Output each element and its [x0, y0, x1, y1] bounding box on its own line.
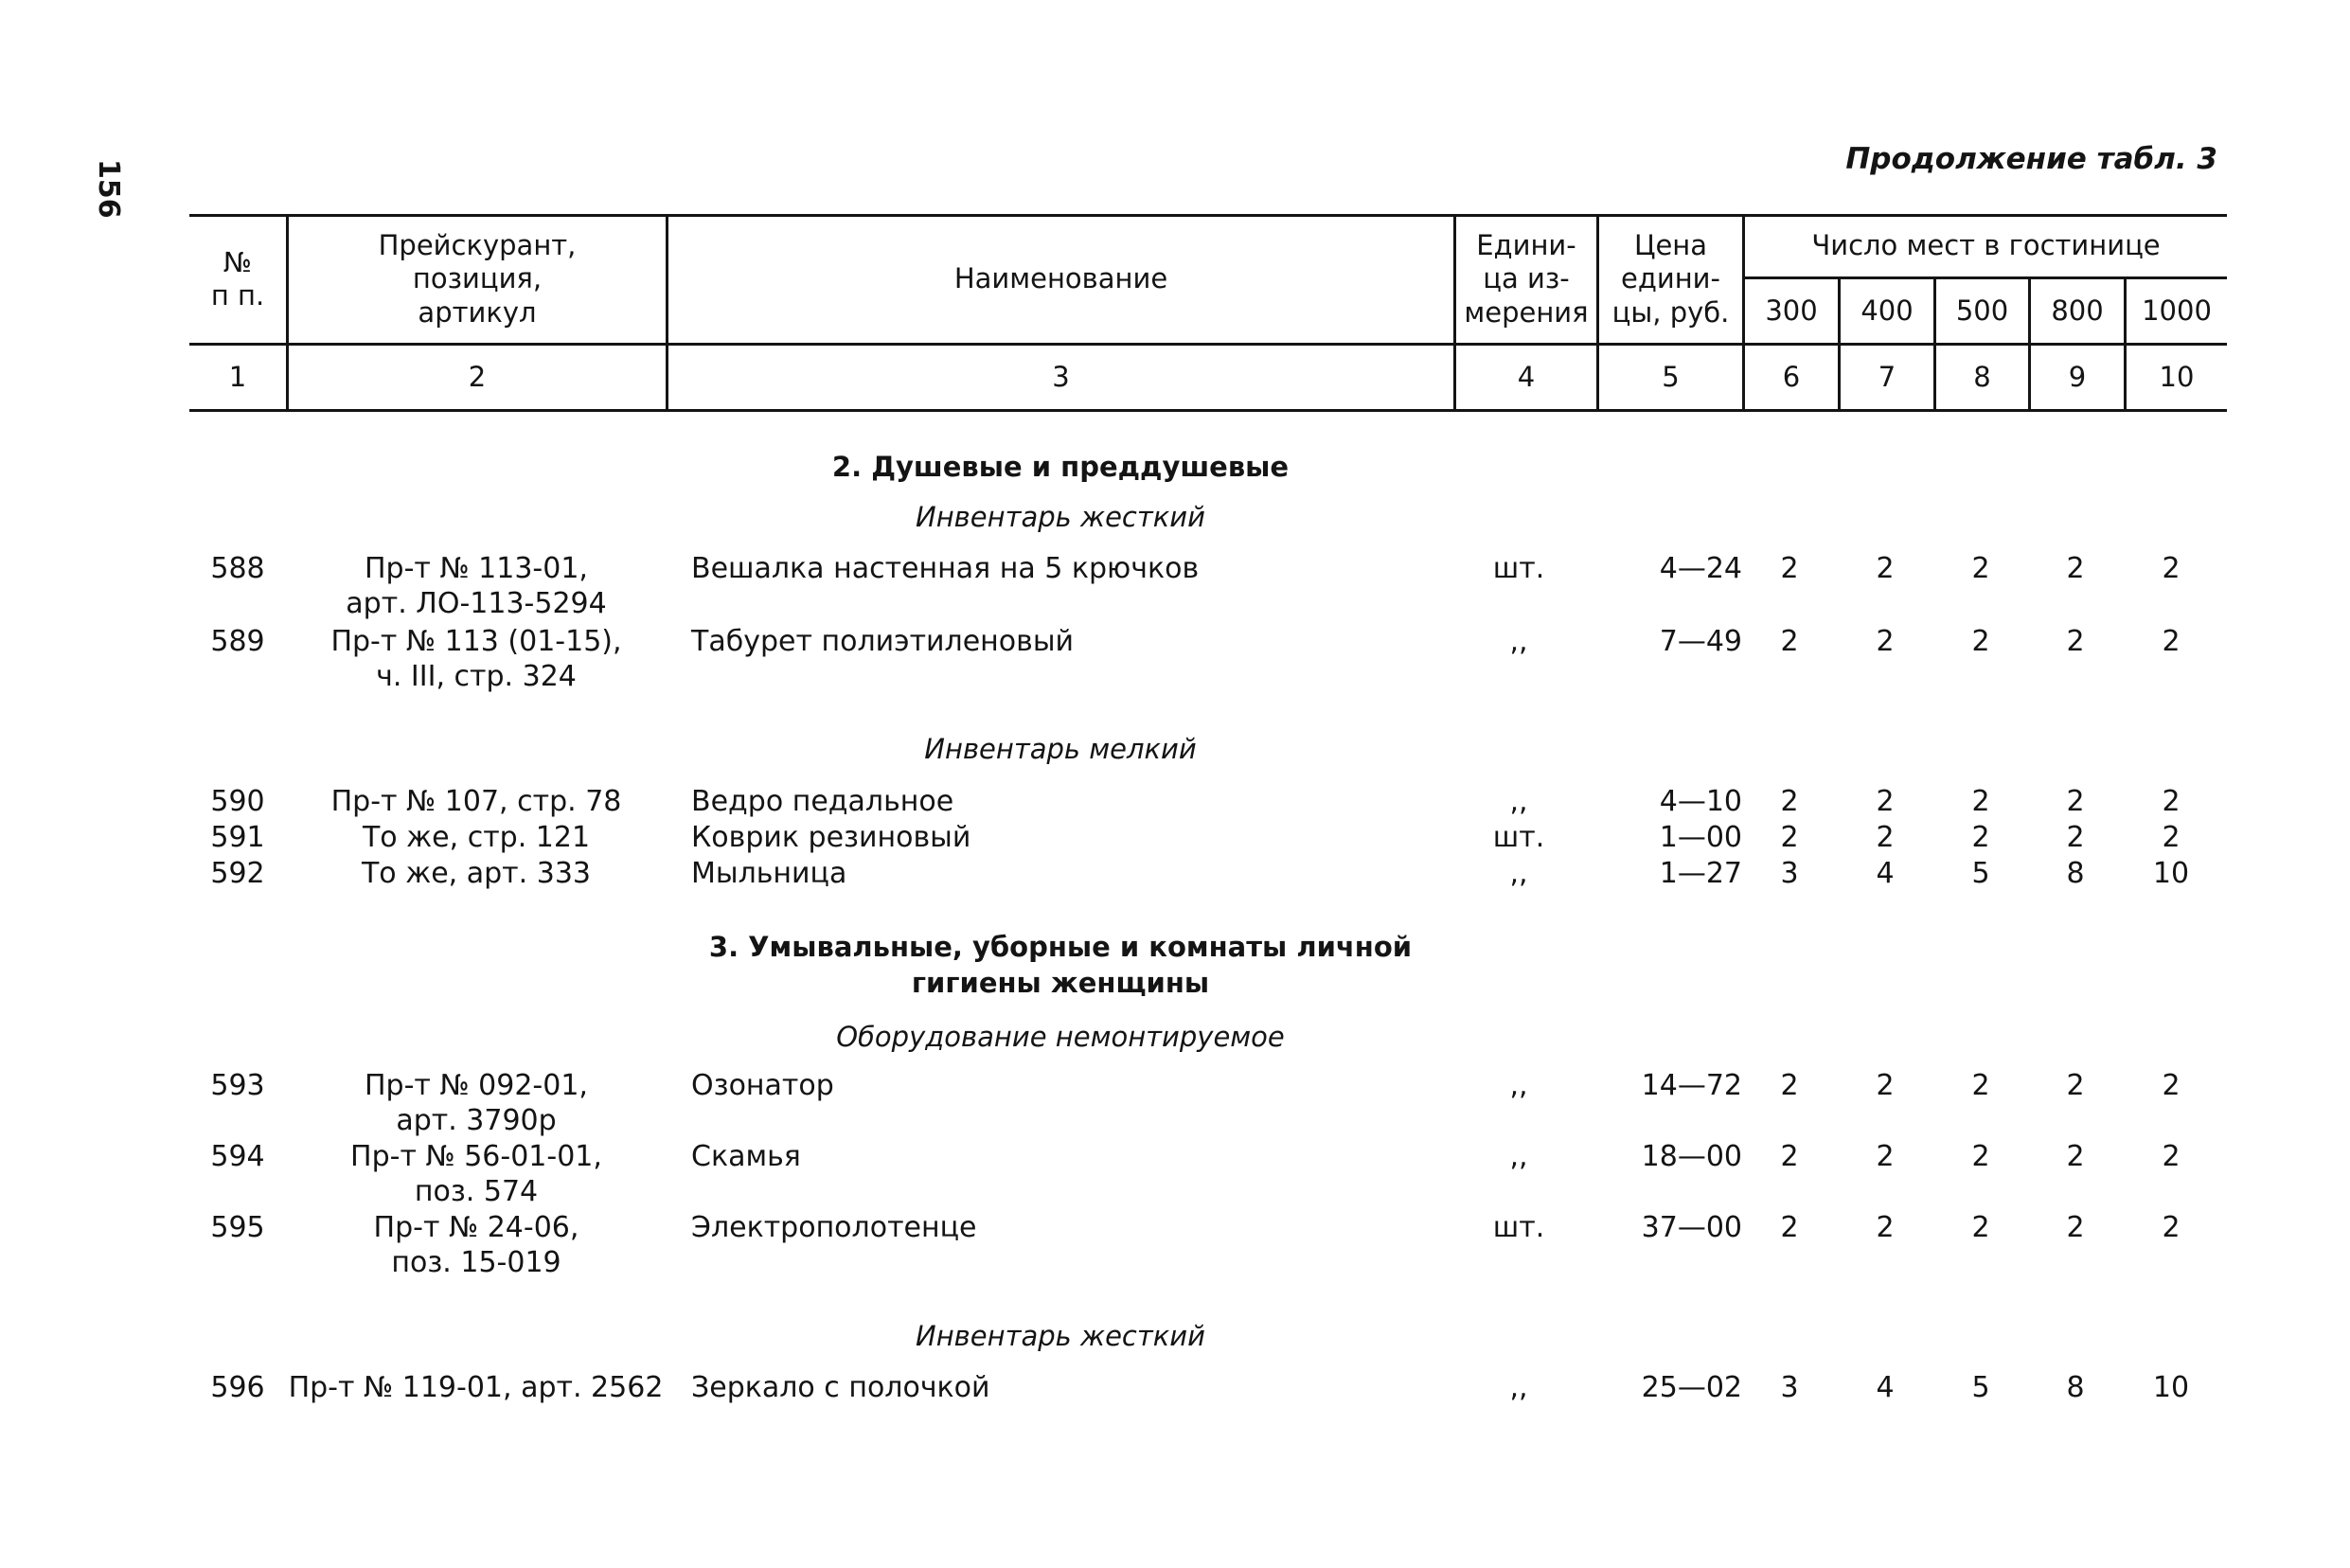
row-qty-500: 2	[1971, 1140, 1990, 1173]
row-qty-500: 2	[1971, 625, 1990, 658]
row-price: 37—00	[1641, 1211, 1742, 1244]
row-pricelist: Пр-т № 119-01, арт. 2562	[288, 1371, 664, 1404]
row-pricelist: То же, арт. 333	[361, 857, 591, 890]
row-number: 596	[210, 1371, 265, 1404]
table-row	[0, 551, 2350, 627]
row-qty-500: 5	[1971, 1371, 1990, 1404]
row-qty-300: 3	[1780, 1371, 1799, 1404]
row-name: Ведро педальное	[691, 785, 954, 818]
row-qty-400: 2	[1876, 1069, 1895, 1102]
row-name: Озонатор	[691, 1069, 834, 1102]
row-qty-300: 2	[1780, 625, 1799, 658]
row-pricelist: Пр-т № 24-06, поз. 15-019	[373, 1211, 579, 1279]
column-number: 10	[2159, 360, 2195, 393]
row-qty-300: 2	[1780, 1211, 1799, 1244]
row-qty-1000: 2	[2162, 785, 2181, 818]
row-number: 590	[210, 785, 265, 818]
row-qty-300: 2	[1780, 821, 1799, 854]
row-qty-400: 2	[1876, 1140, 1895, 1173]
row-price: 4—24	[1659, 552, 1742, 585]
row-name: Электрополотенце	[691, 1211, 977, 1244]
row-qty-800: 2	[2066, 821, 2085, 854]
row-number: 594	[210, 1140, 265, 1173]
row-qty-500: 2	[1971, 552, 1990, 585]
row-qty-500: 5	[1971, 857, 1990, 890]
row-qty-300: 2	[1780, 552, 1799, 585]
row-name: Зеркало с полочкой	[691, 1371, 990, 1404]
row-qty-1000: 2	[2162, 1069, 2181, 1102]
header-bottom-rule	[189, 409, 2227, 412]
row-name: Коврик резиновый	[691, 821, 971, 854]
row-qty-300: 2	[1780, 1140, 1799, 1173]
column-number: 3	[1052, 360, 1070, 393]
header-no: № п п.	[210, 245, 265, 312]
row-qty-400: 2	[1876, 552, 1895, 585]
row-qty-500: 2	[1971, 1069, 1990, 1102]
table-row	[0, 1139, 2350, 1215]
subsection-title: Инвентарь мелкий	[924, 733, 1197, 765]
header-capacity-800: 800	[2051, 294, 2104, 327]
row-qty-800: 2	[2066, 1140, 2085, 1173]
row-qty-800: 8	[2066, 1371, 2085, 1404]
row-price: 1—00	[1659, 821, 1742, 854]
column-number: 2	[468, 360, 487, 393]
row-qty-500: 2	[1971, 1211, 1990, 1244]
header-price: Цена едини- цы, руб.	[1611, 228, 1730, 329]
table-row	[0, 1068, 2350, 1144]
row-price: 18—00	[1641, 1140, 1742, 1173]
row-qty-1000: 10	[2152, 1371, 2190, 1404]
row-qty-300: 2	[1780, 1069, 1799, 1102]
row-qty-800: 2	[2066, 1211, 2085, 1244]
row-unit: шт.	[1492, 1211, 1545, 1244]
row-unit: шт.	[1492, 821, 1545, 854]
row-unit: ,,	[1509, 785, 1528, 818]
header-capacity-300: 300	[1765, 294, 1818, 327]
row-price: 25—02	[1641, 1371, 1742, 1404]
table-row	[0, 1370, 2350, 1446]
subsection-title: Инвентарь жесткий	[916, 1320, 1205, 1352]
row-qty-800: 2	[2066, 552, 2085, 585]
column-number: 8	[1973, 360, 1991, 393]
row-qty-400: 2	[1876, 625, 1895, 658]
row-unit: шт.	[1492, 552, 1545, 585]
row-pricelist: Пр-т № 113-01, арт. ЛО-113-5294	[346, 552, 607, 620]
column-number: 4	[1517, 360, 1536, 393]
row-qty-400: 4	[1876, 857, 1895, 890]
row-qty-1000: 2	[2162, 1211, 2181, 1244]
row-pricelist: Пр-т № 092-01, арт. 3790р	[365, 1069, 588, 1137]
row-qty-1000: 2	[2162, 625, 2181, 658]
page-number: 156	[92, 159, 125, 219]
row-pricelist: Пр-т № 56-01-01, поз. 574	[350, 1140, 602, 1208]
row-qty-300: 2	[1780, 785, 1799, 818]
row-unit: ,,	[1509, 857, 1528, 890]
row-pricelist: Пр-т № 107, стр. 78	[330, 785, 622, 818]
row-qty-400: 4	[1876, 1371, 1895, 1404]
row-number: 591	[210, 821, 265, 854]
row-name: Вешалка настенная на 5 крючков	[691, 552, 1200, 585]
row-price: 7—49	[1659, 625, 1742, 658]
row-price: 14—72	[1641, 1069, 1742, 1102]
table-continuation-label: Продолжение табл. 3	[1845, 142, 2217, 176]
row-number: 593	[210, 1069, 265, 1102]
row-name: Табурет полиэтиленовый	[691, 625, 1075, 658]
row-qty-1000: 2	[2162, 1140, 2181, 1173]
column-number: 9	[2068, 360, 2087, 393]
row-qty-1000: 2	[2162, 552, 2181, 585]
header-capacity-400: 400	[1860, 294, 1914, 327]
row-number: 595	[210, 1211, 265, 1244]
row-name: Скамья	[691, 1140, 801, 1173]
row-qty-800: 2	[2066, 625, 2085, 658]
row-qty-1000: 2	[2162, 821, 2181, 854]
header-capacity-1000: 1000	[2142, 294, 2212, 327]
section-title: 3. Умывальные, уборные и комнаты личной гигиены женщины	[708, 931, 1413, 999]
row-qty-400: 2	[1876, 785, 1895, 818]
header-capacity-500: 500	[1955, 294, 2009, 327]
row-qty-300: 3	[1780, 857, 1799, 890]
row-pricelist: Пр-т № 113 (01-15), ч. III, стр. 324	[330, 625, 622, 693]
row-price: 4—10	[1659, 785, 1742, 818]
row-number: 588	[210, 552, 265, 585]
row-unit: ,,	[1509, 1069, 1528, 1102]
row-qty-500: 2	[1971, 821, 1990, 854]
row-name: Мыльница	[691, 857, 847, 890]
header-pricelist: Прейскурант, позиция, артикул	[378, 228, 577, 329]
row-qty-800: 8	[2066, 857, 2085, 890]
row-unit: ,,	[1509, 1140, 1528, 1173]
subsection-title: Оборудование немонтируемое	[836, 1021, 1285, 1053]
row-unit: ,,	[1509, 1371, 1528, 1404]
column-number: 5	[1662, 360, 1680, 393]
header-unit: Едини- ца из- мерения	[1464, 228, 1589, 329]
table-row	[0, 856, 2350, 932]
row-qty-400: 2	[1876, 821, 1895, 854]
row-unit: ,,	[1509, 625, 1528, 658]
section-title: 2. Душевые и преддушевые	[831, 451, 1290, 483]
row-qty-800: 2	[2066, 1069, 2085, 1102]
column-number: 6	[1782, 360, 1801, 393]
row-qty-800: 2	[2066, 785, 2085, 818]
row-qty-400: 2	[1876, 1211, 1895, 1244]
header-capacity: Число мест в гостинице	[1811, 229, 2161, 262]
column-number: 7	[1878, 360, 1896, 393]
table-row	[0, 624, 2350, 700]
row-qty-500: 2	[1971, 785, 1990, 818]
column-number: 1	[228, 360, 247, 393]
row-qty-1000: 10	[2152, 857, 2190, 890]
header-name: Наименование	[953, 262, 1168, 295]
subsection-title: Инвентарь жесткий	[916, 501, 1205, 533]
row-number: 589	[210, 625, 265, 658]
row-price: 1—27	[1659, 857, 1742, 890]
row-pricelist: То же, стр. 121	[362, 821, 591, 854]
table-row	[0, 1210, 2350, 1286]
row-number: 592	[210, 857, 265, 890]
